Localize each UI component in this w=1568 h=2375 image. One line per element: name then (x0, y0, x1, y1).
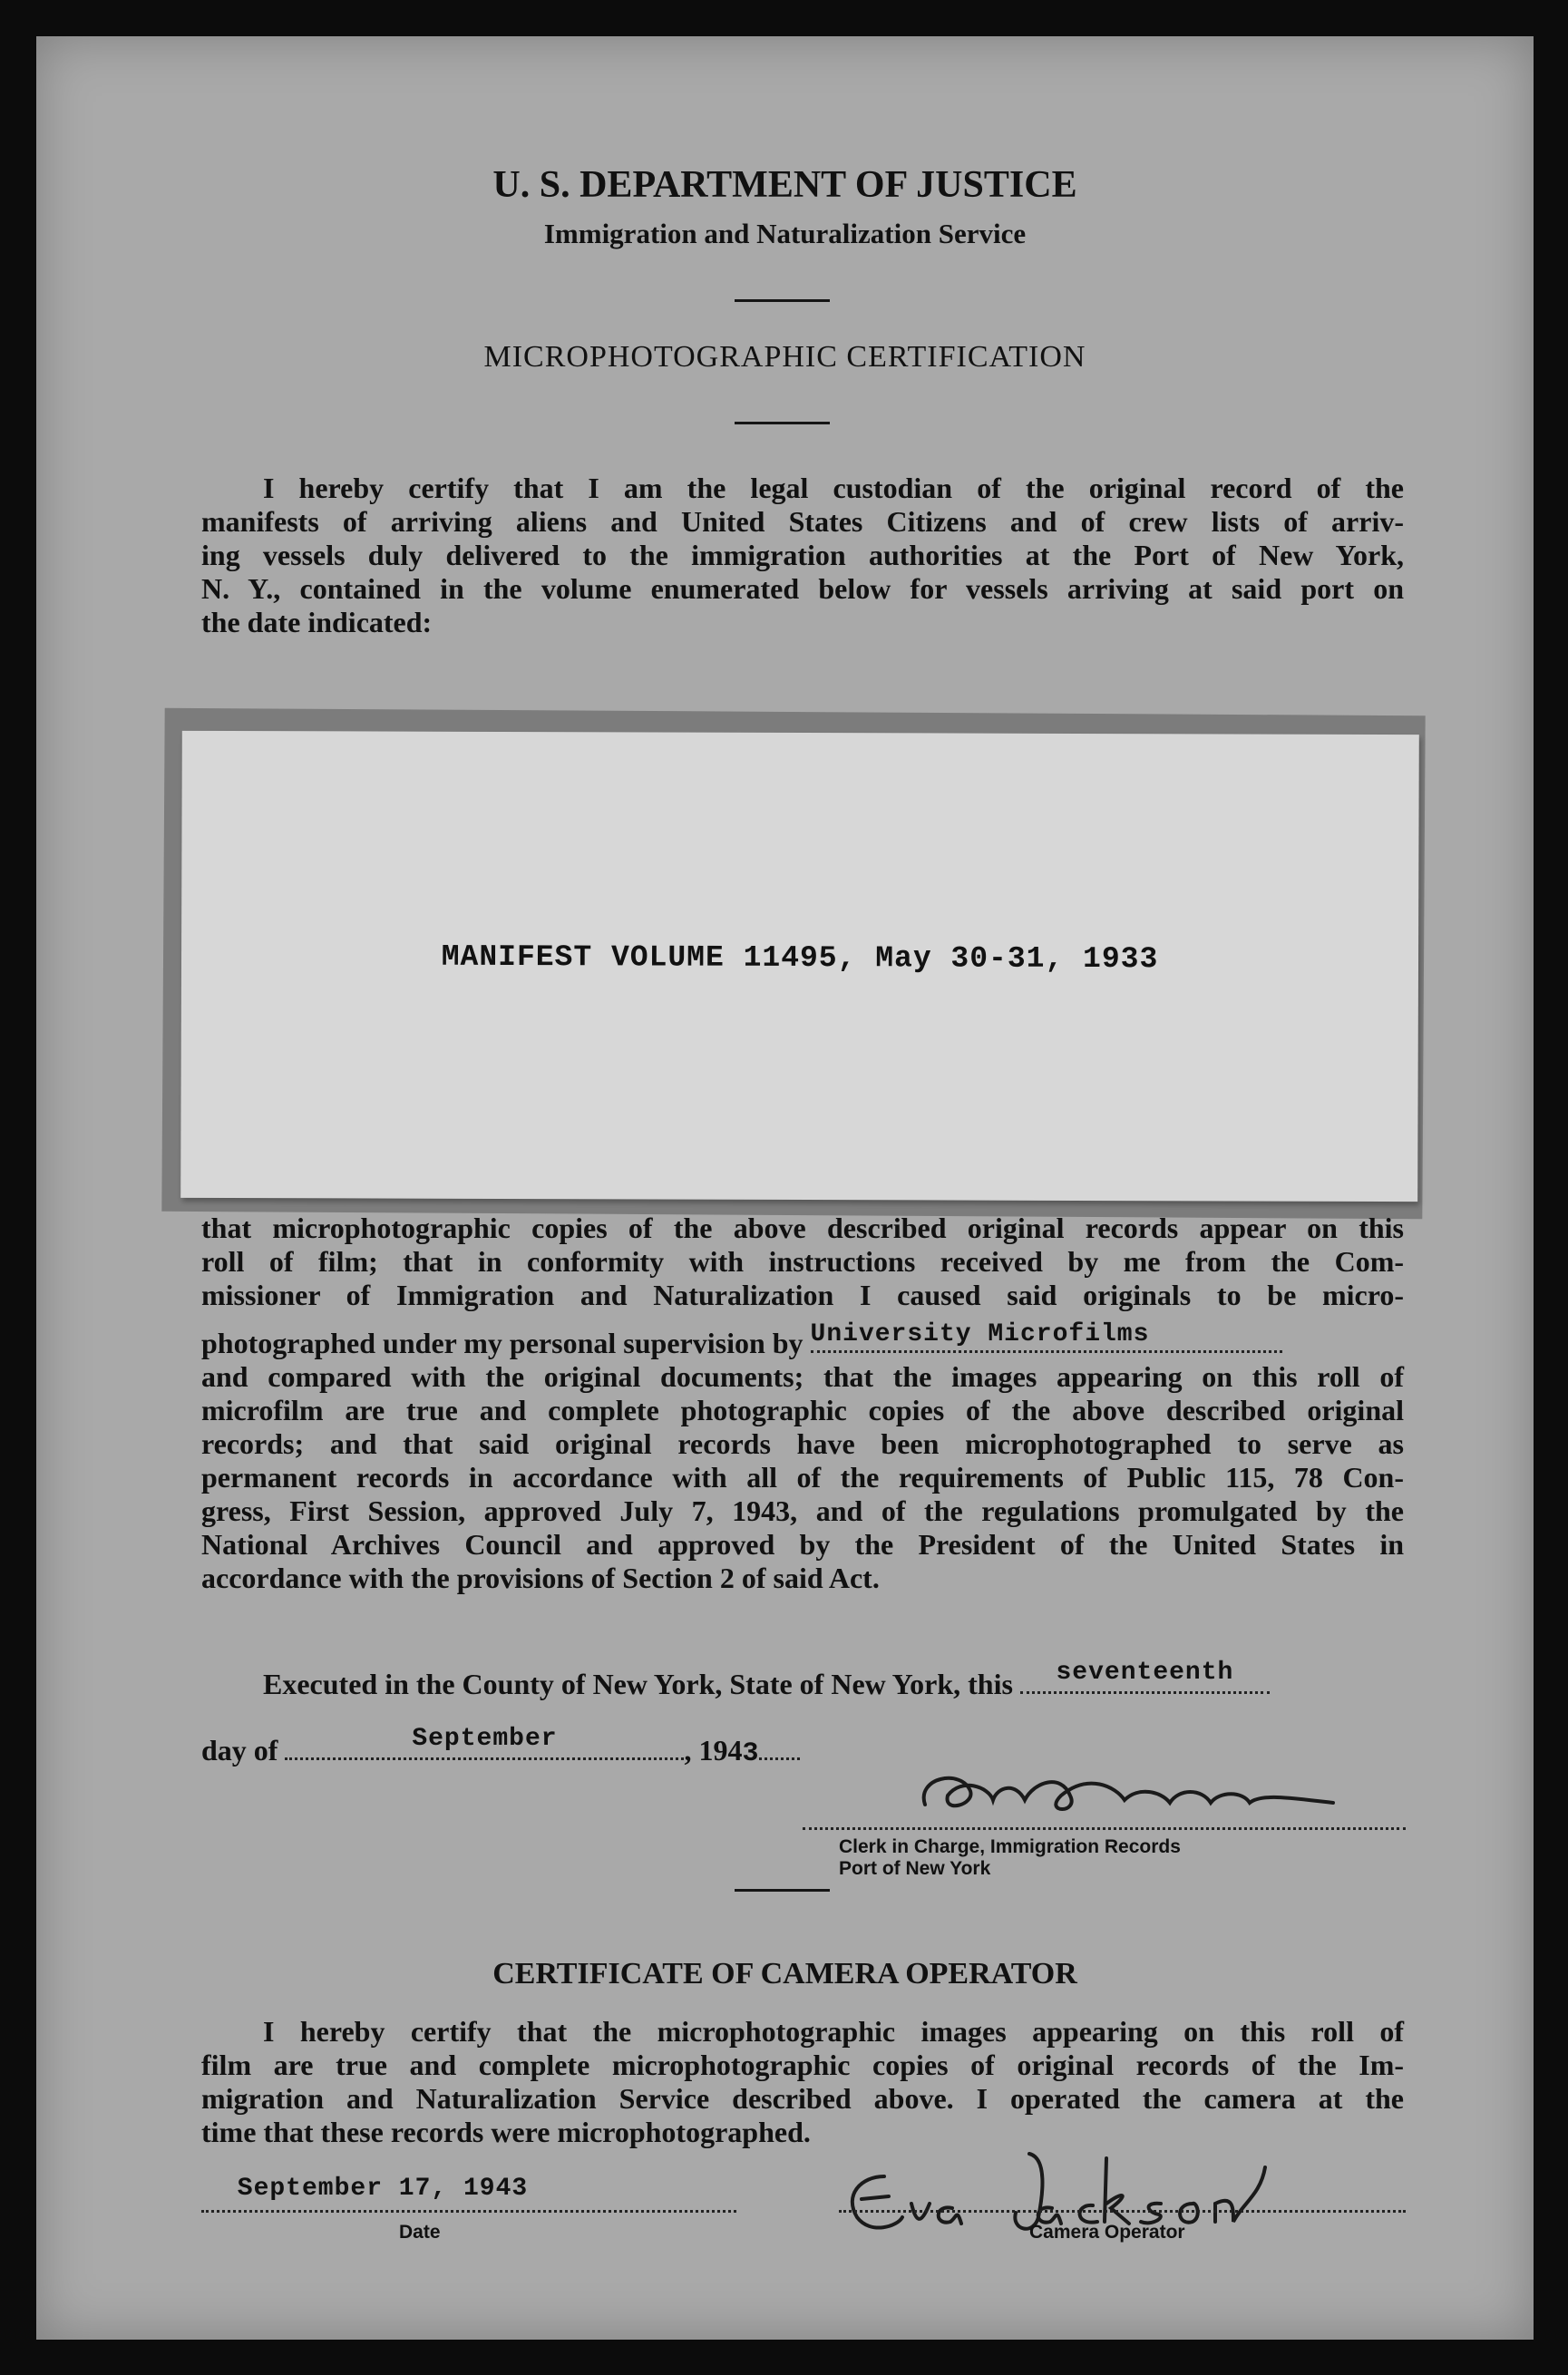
clerk-label (839, 1836, 1181, 1880)
intro-line: I hereby certify that I am the legal custodian of the original record of the (263, 472, 1404, 504)
day-of-prefix: day of (201, 1734, 278, 1767)
month-value: September (412, 1725, 558, 1753)
intro-line: manifests of arriving aliens and United States Citizens and of crew lists of arriv- (201, 505, 1404, 538)
day-of-line (201, 1725, 800, 1769)
body-line: permanent records in accordance with all of the requirements of Public 115, 78 Con- (201, 1461, 1404, 1494)
body-line: that microphotographic copies of the above described original records appear on this (201, 1212, 1404, 1244)
month-field (285, 1725, 684, 1760)
divider-operator (735, 1889, 830, 1892)
divider-heading (735, 422, 830, 424)
executed-line (263, 1659, 1270, 1701)
certification-body (201, 1212, 1404, 1595)
divider-top (735, 299, 830, 302)
intro-line: N. Y., contained in the volume enumerated below for vessels arriving at said port on (201, 572, 1404, 605)
body-line: records; and that said original records have been microphotographed to serve as (201, 1427, 1404, 1460)
clerk-signature (907, 1750, 1342, 1832)
operator-line: time that these records were microphotographed. (201, 2116, 811, 2148)
intro-line: the date indicated: (201, 606, 433, 638)
supervision-prefix: photographed under my personal supervision by (201, 1327, 803, 1359)
camera-operator-signature-line (839, 2209, 1406, 2213)
body-line: and compared with the original documents; that the images appearing on this roll of (201, 1360, 1404, 1393)
intro-line: ing vessels duly delivered to the immigration authorities at the Port of New York, (201, 539, 1404, 571)
operator-line: I hereby certify that the microphotographic images appearing on this roll of (263, 2015, 1404, 2048)
certification-heading: MICROPHOTOGRAPHIC CERTIFICATION (483, 340, 1086, 374)
operator-date-value: September 17, 1943 (237, 2175, 529, 2203)
service-subtitle: Immigration and Naturalization Service (543, 218, 1027, 249)
operator-heading: CERTIFICATE OF CAMERA OPERATOR (492, 1957, 1077, 1991)
body-line: gress, First Session, approved July 7, 1943, and of the regulations promulgated by the (201, 1494, 1404, 1527)
executed-prefix: Executed in the County of New York, State of New York, this (263, 1668, 1013, 1700)
department-title: U. S. DEPARTMENT OF JUSTICE (492, 164, 1077, 206)
body-line: roll of film; that in conformity with instructions received by me from the Com- (201, 1245, 1404, 1278)
clerk-signature-line (803, 1827, 1406, 1830)
operator-line: film are true and complete microphotographic copies of original records of the Im- (201, 2049, 1404, 2081)
supervisor-field (810, 1320, 1282, 1353)
camera-operator-label: Camera Operator (1029, 2222, 1185, 2243)
operator-date-label: Date (399, 2222, 441, 2243)
body-line: missioner of Immigration and Naturalization I caused said originals to be micro- (201, 1279, 1404, 1311)
executed-day-field (1020, 1659, 1270, 1694)
operator-paragraph (201, 2015, 1404, 2149)
body-line: microfilm are true and complete photographic copies of the above described original (201, 1394, 1404, 1426)
clerk-location: Port of New York (839, 1858, 991, 1879)
supervisor-value: University Microfilms (810, 1320, 1150, 1348)
intro-paragraph (201, 472, 1404, 639)
body-line: accordance with the provisions of Section 2 of said Act. (201, 1562, 880, 1594)
year-prefix: , 194 (684, 1734, 743, 1767)
executed-day-value: seventeenth (1056, 1659, 1234, 1687)
supervision-line (201, 1320, 1404, 1360)
year-field-tail (759, 1732, 800, 1760)
operator-line: migration and Naturalization Service described above. I operated the camera at the (201, 2082, 1404, 2115)
body-line: National Archives Council and approved by the President of the United States in (201, 1528, 1404, 1561)
manifest-volume-text: MANIFEST VOLUME 11495, May 30-31, 1933 (441, 939, 1159, 977)
clerk-title: Clerk in Charge, Immigration Records (839, 1836, 1181, 1857)
year-digit: 3 (742, 1738, 760, 1769)
operator-date-line (201, 2209, 736, 2213)
manifest-card (180, 731, 1419, 1202)
certificate-page (36, 36, 1534, 2340)
